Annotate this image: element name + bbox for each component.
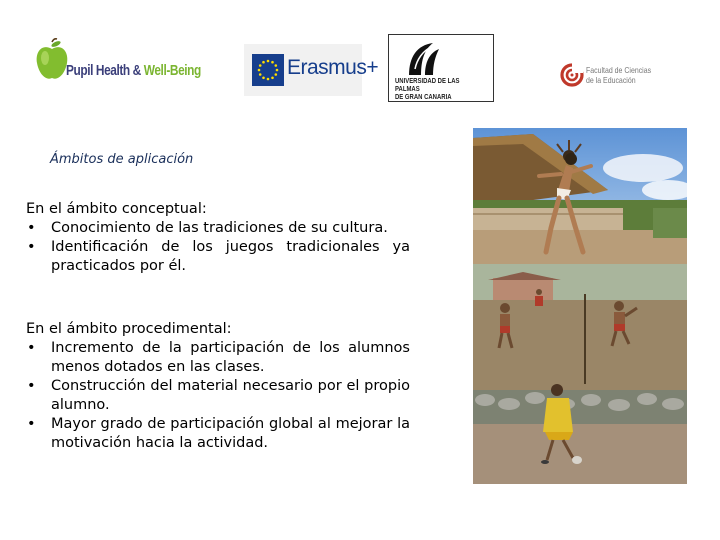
pupil-health-text: Pupil Health & Well-Being bbox=[66, 63, 201, 79]
section-procedimental bbox=[26, 320, 410, 453]
bullet-icon: • bbox=[27, 378, 36, 394]
section-title: En el ámbito procedimental: bbox=[26, 321, 232, 337]
list-item: • Construcción del material necesario por el propio alumno. bbox=[27, 378, 410, 413]
list-item: • Incremento de la participación de los alumnos menos dotados en las clases. bbox=[27, 340, 410, 375]
ulpgc-text: UNIVERSIDAD DE LAS PALMAS DE GRAN CANARIA bbox=[395, 78, 460, 101]
facultad-logo bbox=[560, 60, 670, 94]
photo-collage bbox=[473, 128, 687, 484]
ball-game-player-photo bbox=[473, 128, 687, 264]
erasmus-logo bbox=[244, 44, 379, 96]
bullet-icon: • bbox=[27, 416, 36, 432]
children-playing-photo bbox=[473, 264, 687, 484]
eu-flag-icon bbox=[252, 54, 284, 86]
facultad-text: Facultad de Ciencias de la Educación bbox=[586, 65, 652, 85]
erasmus-text: Erasmus+ bbox=[287, 56, 379, 79]
list-item: • Mayor grado de participación global al mejorar la motivación hacia la actividad. bbox=[27, 416, 410, 451]
section-conceptual bbox=[26, 200, 410, 276]
page-heading: Ámbitos de aplicación bbox=[50, 152, 194, 167]
bullet-icon: • bbox=[27, 340, 36, 356]
bullet-list bbox=[26, 339, 410, 453]
list-item: • Conocimiento de las tradiciones de su cultura. bbox=[27, 220, 388, 236]
list-item: • Identificación de los juegos tradicionales ya practicados por él. bbox=[27, 239, 410, 274]
ulpgc-logo bbox=[388, 34, 494, 102]
section-title: En el ámbito conceptual: bbox=[26, 201, 207, 217]
ulpgc-mark-icon bbox=[403, 39, 443, 79]
fce-spiral-icon bbox=[560, 60, 584, 90]
pupil-health-logo bbox=[30, 38, 210, 88]
bullet-icon: • bbox=[27, 220, 36, 236]
bullet-icon: • bbox=[27, 239, 36, 255]
bullet-list bbox=[26, 219, 410, 276]
green-apple-icon bbox=[34, 38, 70, 82]
